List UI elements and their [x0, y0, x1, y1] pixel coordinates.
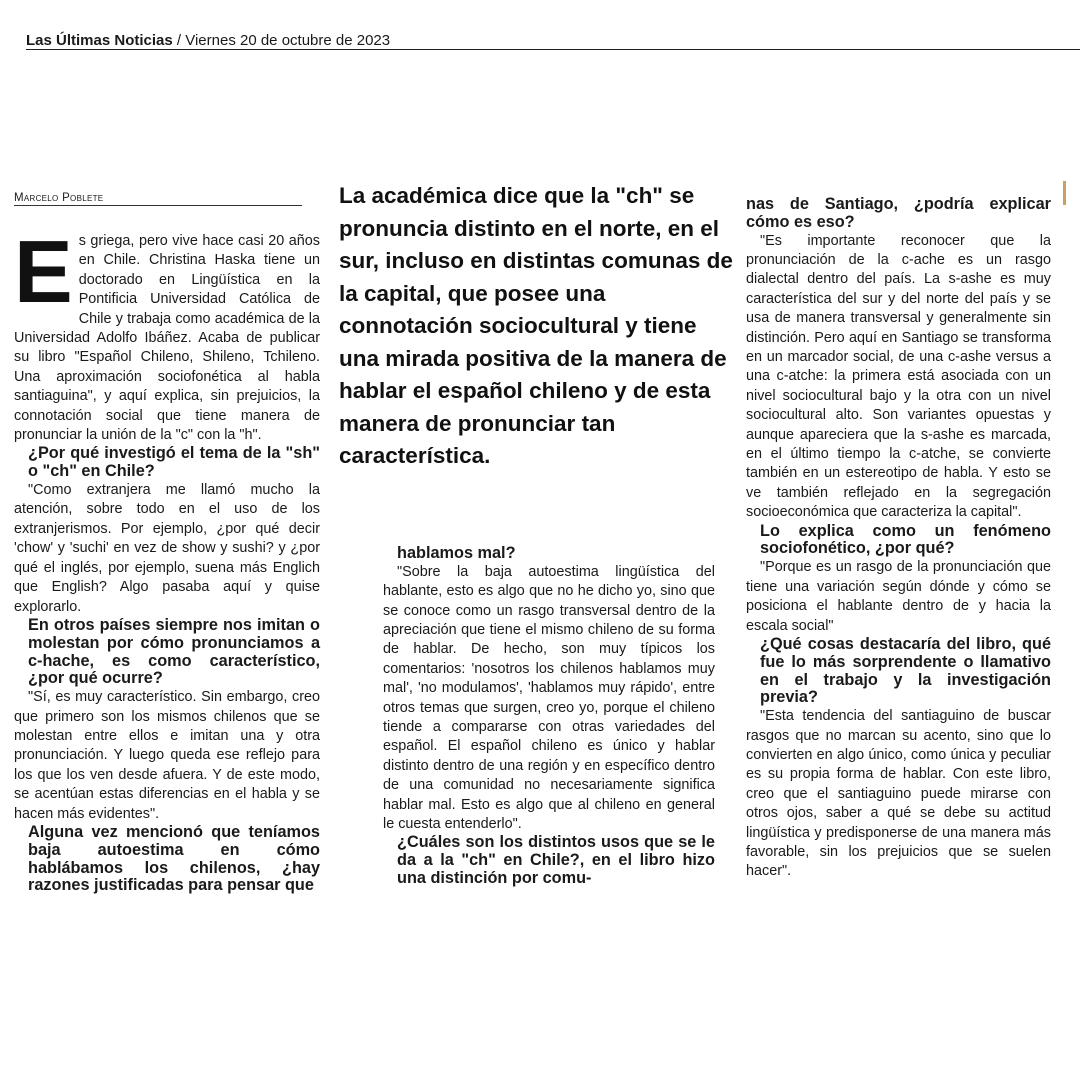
pull-quote: La académica dice que la "ch" se pronuncia distinto en el norte, en el sur, incluso en distintas comunas de la capital, que posee una connotación sociocultural y tiene una mirada positiva de la manera de hablar el español chileno y de esta manera de pronunciar tan característica. — [339, 183, 733, 468]
article-column-3 — [746, 196, 1051, 882]
drop-cap: E — [14, 222, 73, 321]
answer-3: "Sobre la baja autoestima lingüística del hablante, esto es algo que no he dicho yo, sino que se conoce como un rasgo transversal dentro de la apreciación que tiene el mismo chileno de su forma de hablar. De hecho, son muy típicos los comentarios: 'nosotros los chilenos hablamos muy mal', 'no modulamos', 'hablamos muy rápido', entre otros temas que surgen, creo yo, porque el chileno tiende a compararse con otras variedades del español. El español chileno es único y hablar distinto dentro de una región y en específico dentro de una comunidad no necesariamente significa hablar mal. Esto es algo que al chileno en general le cuesta entenderlo". — [383, 563, 715, 833]
question-5: Lo explica como un fenómeno sociofonético, ¿por qué? — [760, 521, 1051, 558]
question-1: ¿Por qué investigó el tema de la "sh" o "ch" en Chile? — [28, 444, 320, 481]
question-4-continued: nas de Santiago, ¿podría explicar cómo es eso? — [746, 195, 1051, 231]
header-rule — [26, 49, 1080, 50]
question-3-continued: hablamos mal? — [397, 544, 516, 562]
margin-marker — [1063, 181, 1066, 205]
publication-name: Las Últimas Noticias — [26, 32, 173, 49]
intro-paragraph — [14, 222, 320, 445]
answer-4: "Es importante reconocer que la pronunciación de la c-ache es un rasgo dialectal dentro del país. La s-ashe es muy característica del sur y del norte del país y se usa de manera transversal y generalmente sin distinción. Pero aquí en Santiago se transforma en un marcador social, de una c-ashe versus a una c-atche: la primera está asociada con un nivel sociocultural bajo y la otra con un nivel sociocultural alto. Son variantes opuestas y aunque apareciera que la s-ashe es marcada, en el último tiempo la c-atche, se convierte también en un estereotipo de habla. Y esto se ve también reflejado en la segregación socioeconómica que caracteriza la capital". — [746, 232, 1051, 521]
author-byline: Marcelo Poblete — [14, 192, 302, 206]
answer-1: "Como extranjera me llamó mucho la atención, sobre todo en el uso de los extranjerismos. Por ejemplo, ¿por qué decir 'chow' y 'suchi' en vez de show y sushi? y ¿por qué el inglés, por ejemplo, suena más Englich que English? Algo pasaba aquí y quise explorarlo. — [14, 482, 320, 615]
article-column-2 — [383, 545, 715, 888]
intro-text: s griega, pero vive hace casi 20 años en Chile. Christina Haska tiene un doctorado en Lingüística en la Pontificia Universidad Católica de Chile y trabaja como académica de la Universidad Adolfo Ibáñez. Acaba de publicar su libro "Español Chileno, Shileno, Tchileno. Una aproximación sociofonética al habla santiaguina", y aquí explica, sin prejuicios, la connotación social que tiene manera de pronunciar la unión de la "c" con la "h". — [14, 233, 320, 444]
question-2: En otros países siempre nos imitan o molestan por cómo pronunciamos a c-hache, es como característico, ¿por qué ocurre? — [28, 615, 320, 688]
question-4: ¿Cuáles son los distintos usos que se le da a la "ch" en Chile?, en el libro hizo una distinción por comu- — [397, 833, 715, 888]
answer-5: "Porque es un rasgo de la pronunciación que tiene una variación según dónde y cómo se posiciona el hablante dentro de y hacia la escala social" — [746, 559, 1051, 634]
page-header — [26, 31, 1080, 51]
header-separator: / — [172, 32, 186, 49]
article-column-1 — [14, 222, 320, 895]
answer-2: "Sí, es muy característico. Sin embargo, creo que primero son los mismos chilenos que se molestan entre ellos e imitan una y otra pronunciación. Y luego queda ese reflejo para los que los ven desde afuera. Y de este modo, se acentúan estas diferencias en el habla y se hacen más evidentes". — [14, 689, 320, 822]
answer-6: "Esta tendencia del santiaguino de buscar rasgos que no marcan su acento, sino que lo convierten en algo único, como única y peculiar es su propia forma de hablar. Con este libro, creo que el santiaguino puede mirarse con otros ojos, saber a qué se debe su actitud lingüística y predisponerse de una manera más favorable, sin los prejuicios que se suelen hacer". — [746, 708, 1051, 880]
question-3: Alguna vez mencionó que teníamos baja autoestima en cómo hablábamos los chilenos, ¿hay razones justificadas para pensar que — [28, 822, 320, 895]
publication-date: Viernes 20 de octubre de 2023 — [185, 32, 391, 49]
question-6: ¿Qué cosas destacaría del libro, qué fue lo más sorprendente o llamativo en el trabajo y la investigación previa? — [760, 634, 1051, 707]
